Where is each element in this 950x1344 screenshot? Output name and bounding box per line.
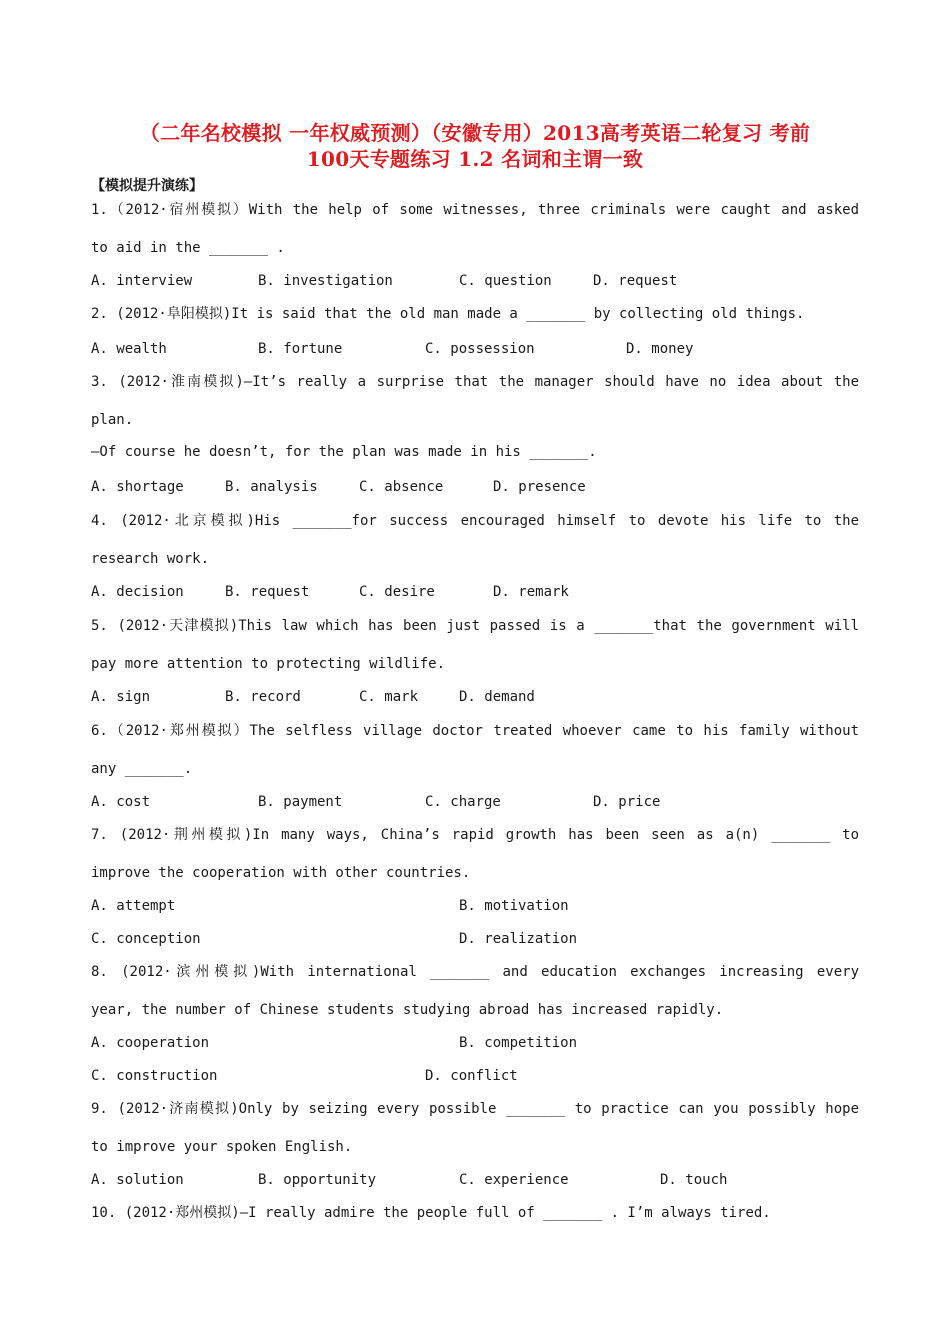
q7-option-c: C. conception: [91, 931, 201, 947]
q4-option-c: C. desire: [359, 584, 435, 600]
q3-option-c: C. absence: [359, 479, 444, 495]
q6-option-d: D. price: [593, 794, 661, 810]
q2-option-b: B. fortune: [258, 341, 343, 357]
q5-option-a: A. sign: [91, 689, 151, 705]
q6-stem-line-2: any _______.: [91, 761, 193, 777]
q8-stem-line-1: 8. (2012·滨州模拟)With international _______ and education exchanges increasing every: [91, 964, 859, 980]
q2-option-d: D. money: [626, 341, 694, 357]
title-line-1: （二年名校模拟 一年权威预测）（安徽专用）2013高考英语二轮复习 考前: [139, 121, 811, 145]
q8-option-a: A. cooperation: [91, 1035, 210, 1051]
q9-stem-line-2: to improve your spoken English.: [91, 1139, 353, 1155]
q7-stem-line-2: improve the cooperation with other countries.: [91, 865, 471, 881]
q3-option-b: B. analysis: [225, 479, 318, 495]
section-heading: 【模拟提升演练】: [91, 178, 203, 194]
q1-option-a: A. interview: [91, 273, 193, 289]
q6-stem-line-1: 6.（2012·郑州模拟）The selfless village doctor treated whoever came to his family without: [91, 723, 859, 739]
q8-stem-line-2: year, the number of Chinese students studying abroad has increased rapidly.: [91, 1002, 724, 1018]
q2-stem-line-1: 2. (2012·阜阳模拟)It is said that the old man made a _______ by collecting old things.: [91, 306, 805, 322]
q8-option-d: D. conflict: [425, 1068, 518, 1084]
q4-stem-line-2: research work.: [91, 551, 210, 567]
q8-option-c: C. construction: [91, 1068, 218, 1084]
q5-option-d: D. demand: [459, 689, 535, 705]
q9-stem-line-1: 9. (2012·济南模拟)Only by seizing every possible _______ to practice can you possibly hope: [91, 1101, 859, 1117]
q7-option-a: A. attempt: [91, 898, 176, 914]
q3-stem-line-2: plan.: [91, 412, 134, 428]
document-title: [80, 120, 870, 172]
q7-stem-line-1: 7. (2012·荆州模拟)In many ways, China’s rapid growth has been seen as a(n) _______ to: [91, 827, 859, 843]
q5-option-c: C. mark: [359, 689, 419, 705]
q6-option-b: B. payment: [258, 794, 343, 810]
q5-stem-line-2: pay more attention to protecting wildlife.: [91, 656, 446, 672]
q9-option-a: A. solution: [91, 1172, 184, 1188]
q5-option-b: B. record: [225, 689, 301, 705]
q4-option-d: D. remark: [493, 584, 569, 600]
q2-option-c: C. possession: [425, 341, 535, 357]
q4-stem-line-1: 4. (2012·北京模拟)His _______for success encouraged himself to devote his life to the: [91, 513, 859, 529]
q4-option-b: B. request: [225, 584, 310, 600]
q1-stem-line-1: 1.（2012·宿州模拟）With the help of some witnesses, three criminals were caught and asked: [91, 202, 859, 218]
q2-option-a: A. wealth: [91, 341, 167, 357]
q3-option-d: D. presence: [493, 479, 586, 495]
q10-stem-line-1: 10. (2012·郑州模拟)—I really admire the people full of _______ . I’m always tired.: [91, 1205, 771, 1221]
q3-option-a: A. shortage: [91, 479, 184, 495]
title-line-2: 100天专题练习 1.2 名词和主谓一致: [306, 147, 644, 171]
q3-stem-line-3: —Of course he doesn’t, for the plan was made in his _______.: [91, 444, 597, 460]
q7-option-d: D. realization: [459, 931, 578, 947]
q9-option-b: B. opportunity: [258, 1172, 377, 1188]
q1-option-b: B. investigation: [258, 273, 393, 289]
q4-option-a: A. decision: [91, 584, 184, 600]
q6-option-a: A. cost: [91, 794, 151, 810]
q5-stem-line-1: 5. (2012·天津模拟)This law which has been just passed is a _______that the government will: [91, 618, 859, 634]
q9-option-d: D. touch: [660, 1172, 728, 1188]
q1-option-d: D. request: [593, 273, 678, 289]
q9-option-c: C. experience: [459, 1172, 569, 1188]
q7-option-b: B. motivation: [459, 898, 569, 914]
q6-option-c: C. charge: [425, 794, 501, 810]
q3-stem-line-1: 3. (2012·淮南模拟)—It’s really a surprise that the manager should have no idea about the: [91, 374, 859, 390]
q1-option-c: C. question: [459, 273, 552, 289]
q1-stem-line-2: to aid in the _______ .: [91, 240, 285, 256]
q8-option-b: B. competition: [459, 1035, 578, 1051]
